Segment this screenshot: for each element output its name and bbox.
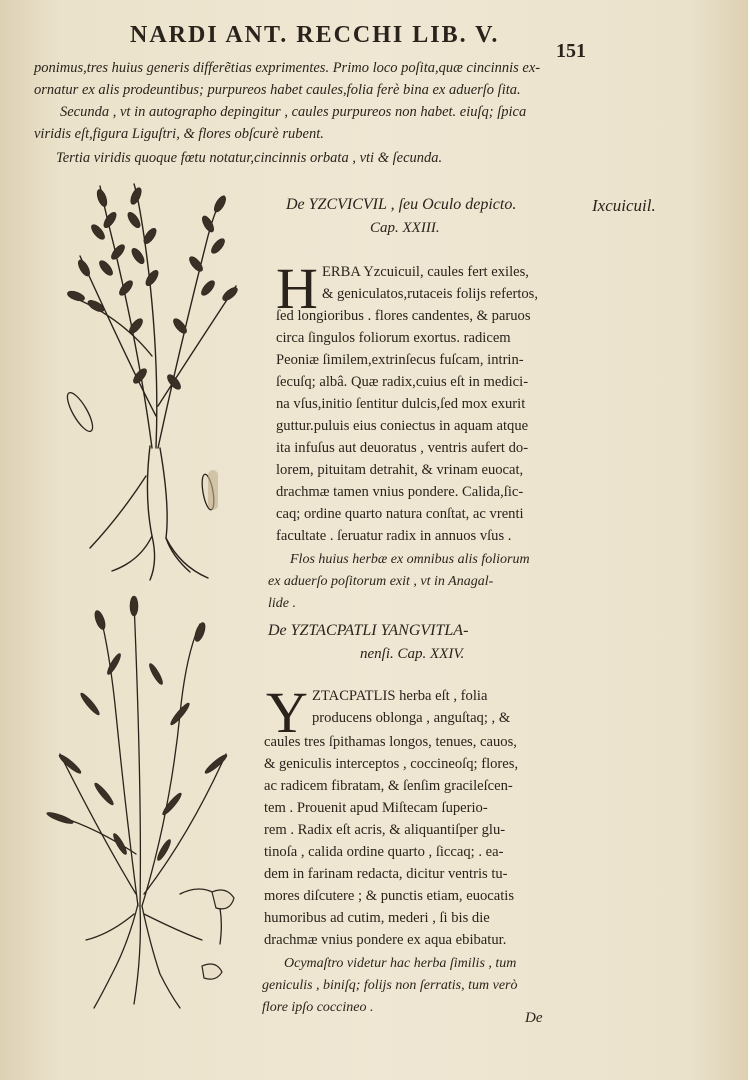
- s2-line: producens oblonga , anguſtaq; , &: [312, 710, 511, 726]
- section1-chapter: Cap. XXIII.: [370, 220, 440, 236]
- paper-stain: [208, 470, 218, 510]
- intro-line-3: Secunda , vt in autographo depingitur , caules purpureos non habet. eiuſq; ſpica: [60, 104, 527, 120]
- intro-line-2: ornatur ex alis prodeuntibus; purpureos habet caules,folia ferè bina ex aduerſo ſita.: [34, 82, 521, 98]
- s1-line: facultate . ſeruatur radix in annuos vſus .: [276, 528, 512, 544]
- running-title: NARDI ANT. RECCHI LIB. V.: [130, 22, 500, 48]
- s2-line: tinoſa , calida ordine quarto , ſiccaq; . ea-: [264, 844, 504, 860]
- margin-note: Ixcuicuil.: [592, 196, 656, 215]
- s2-line: tem . Prouenit apud Miſtecam ſuperio-: [264, 800, 488, 816]
- s1-line: ERBA Yzcuicuil, caules fert exiles,: [322, 264, 529, 280]
- s1-note: lide .: [268, 596, 296, 611]
- intro-line-5: Tertia viridis quoque fœtu notatur,cincinnis orbata , vti & ſecunda.: [56, 150, 443, 166]
- s1-line: Peoniæ ſimilem,extrinſecus fuſcam, intrin-: [276, 352, 524, 368]
- s1-note: ex aduerſo poſitorum exit , vt in Anagal-: [268, 574, 494, 589]
- s1-line: ſed longioribus . flores candentes, & paruos: [276, 308, 531, 324]
- section1-dropcap: H: [276, 256, 318, 321]
- intro-line-4: viridis eſt,figura Liguſtri, & flores obſcurè rubent.: [34, 126, 324, 142]
- s2-line: drachmæ vnius pondere ex aqua ebibatur.: [264, 932, 507, 948]
- s1-line: ſecuſq; albâ. Quæ radix,cuius eſt in medici-: [276, 374, 529, 390]
- s1-line: circa ſingulos foliorum exortus. radicem: [276, 330, 511, 346]
- s2-line: ZTACPATLIS herba eſt , folia: [312, 688, 488, 704]
- section2-title: De YZTACPATLI YANGVITLA-: [268, 622, 469, 639]
- s2-line: dem in farinam redacta, dicitur ventris tu-: [264, 866, 508, 882]
- intro-line-1: ponimus,tres huius generis differẽtias exprimentes. Primo loco poſita,quæ cincinnis ex-: [34, 60, 541, 76]
- s1-line: caq; ordine quarto natura conſtat, ac vrenti: [276, 506, 524, 522]
- catchword: De: [525, 1010, 543, 1026]
- s2-note: Ocymaſtro videtur hac herba ſimilis , tum: [284, 956, 517, 971]
- section1-title: De YZCVICVIL , ſeu Oculo depicto.: [286, 196, 517, 213]
- s1-line: na vſus,initio ſentitur dulcis,ſed mox exurit: [276, 396, 526, 412]
- s2-line: & geniculis interceptos , coccineoſq; flores,: [264, 756, 519, 772]
- s2-line: caules tres ſpithamas longos, tenues, cauos,: [264, 734, 517, 750]
- s2-note: flore ipſo coccineo .: [262, 1000, 374, 1015]
- s2-line: mores diſcutere ; & punctis etiam, euocatis: [264, 888, 515, 904]
- s2-line: rem . Radix eſt acris, & aliquantiſper glu-: [264, 822, 506, 838]
- plant-illustration-yzcuicuil: [40, 176, 250, 586]
- s1-line: guttur.puluis eius coniectus in aquam atque: [276, 418, 529, 434]
- s1-line: & geniculatos,rutaceis folijs refertos,: [322, 286, 538, 302]
- s1-line: ita infuſus aut deuoratus , ventris aufert do-: [276, 440, 529, 456]
- plant-illustration-yztacpatli: [30, 594, 245, 1014]
- s1-note: Flos huius herbæ ex omnibus alis foliorum: [290, 552, 530, 567]
- s2-line: ac radicem fibratam, & ſenſim gracileſcen-: [264, 778, 513, 794]
- s1-line: lorem, pituitam detrahit, & vrinam euocat,: [276, 462, 524, 478]
- page-number: 151: [556, 40, 586, 62]
- section2-title-cont: nenſi. Cap. XXIV.: [360, 646, 465, 662]
- s2-line: humoribus ad cutim, mederi , ſi bis die: [264, 910, 490, 926]
- s1-line: drachmæ tamen vnius pondere. Calida,ſic-: [276, 484, 524, 500]
- section2-dropcap: Y: [266, 680, 308, 745]
- s2-note: geniculis , biniſq; folijs non ſerratis, tum verò: [262, 978, 518, 993]
